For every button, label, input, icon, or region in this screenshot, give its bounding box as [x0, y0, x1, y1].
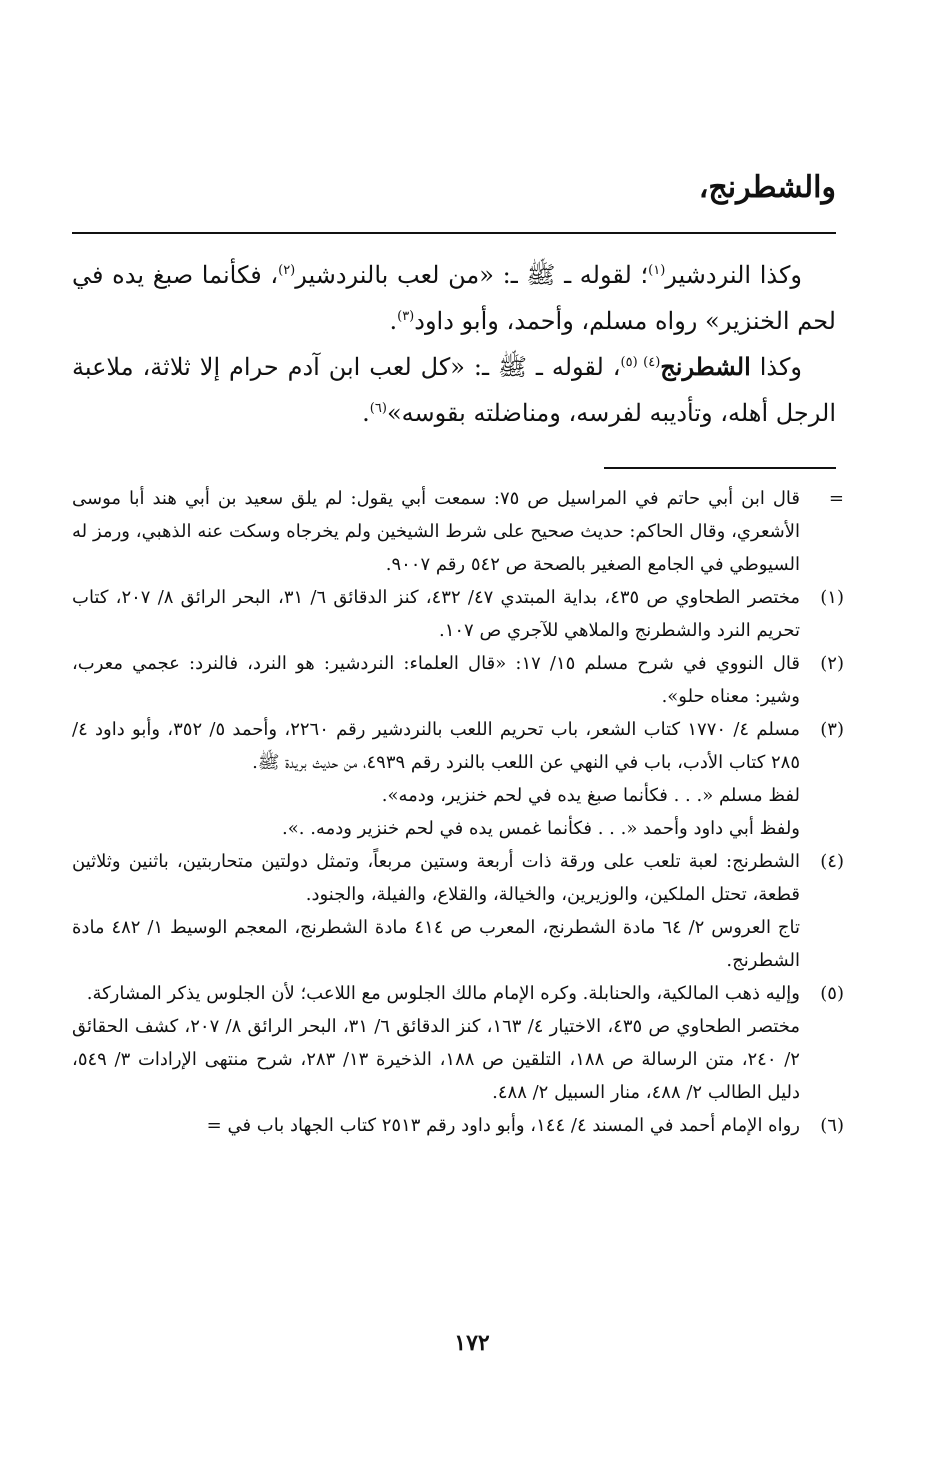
text-run: وكذا النردشير [665, 261, 803, 289]
text-run: ، لقوله ـ ﷺ ـ: «كل لعب ابن آدم حرام إلا ثلاثة، ملاعبة الرجل أهله، وتأديبه لفرسه، ومناضلته بقوسه» [72, 353, 836, 427]
text-run: ؛ لقوله ـ ﷺ ـ: «من لعب بالنردشير [295, 261, 649, 289]
footnote-item [72, 647, 844, 713]
text-run: . [389, 307, 398, 335]
bold-term: الشطرنج [660, 352, 751, 381]
footnote-text: تاج العروس ٢/ ٦٤ مادة الشطرنج، المعرب ص ٤١٤ مادة الشطرنج، المعجم الوسيط ١/ ٤٨٢ مادة الشطرنج. [72, 917, 801, 971]
footnote-text: قال النووي في شرح مسلم ١٥/ ١٧: «قال العلماء: النردشير: هو النرد، فالنرد: عجمي معرب، وشير: معناه حلو». [72, 653, 800, 707]
footnote-ref[interactable]: (٢) [278, 263, 296, 278]
footnote-item [72, 482, 844, 581]
footnote-text: ولفظ أبي داود وأحمد «. . . فكأنما غمس يده في لحم خنزير ودمه. .». [282, 818, 800, 839]
footnote-number: (٥) [820, 983, 844, 1004]
footnote-ref[interactable]: (٦) [369, 401, 387, 416]
header-divider [72, 232, 836, 234]
footnote-number: (٢) [820, 653, 844, 674]
footnote-number: (٦) [820, 1115, 844, 1136]
paragraph-shatranj [72, 344, 836, 436]
footnote-text: مختصر الطحاوي ص ٤٣٥، الاختيار ٤/ ١٦٣، كنز الدقائق ٦/ ٣١، البحر الرائق ٨/ ٢٠٧، كشف الحقائق ٢/ ٢٤٠، متن الرسالة ص ١٨٨، التلقين ص ١٨٨، الذخيرة ١٣/ ٢٨٣، شرح منتهى الإرادات ٣/ ٥٤٩، دليل الطالب ٢/ ٤٨٨، منار السبيل ٢/ ٤٨٨. [72, 1016, 800, 1103]
footnote-item [72, 1109, 844, 1142]
footnote-number: (٣) [820, 719, 844, 740]
text-run: . [362, 399, 370, 427]
footnote-text: مسلم ٤/ ١٧٧٠ كتاب الشعر، باب تحريم اللعب بالنردشير رقم ٢٢٦٠، وأحمد ٥/ ٣٥٢، وأبو داود ٤/ ٢٨٥ كتاب الأدب، باب في النهي عن اللعب بالنرد رقم ٤٩٣٩، من حديث بريدة ﷺ. [72, 719, 800, 773]
footnote-text: لفظ مسلم «. . . فكأنما صبغ يده في لحم خنزير، ودمه». [381, 785, 800, 806]
footnote-item [72, 713, 844, 845]
footnote-text: وإليه ذهب المالكية، والحنابلة. وكره الإمام مالك الجلوس مع اللاعب؛ لأن الجلوس يذكر المشاركة. [86, 983, 800, 1004]
footnote-ref[interactable]: (١) [648, 263, 666, 278]
text-run: وكذا [750, 353, 802, 381]
section-heading: والشطرنج، [698, 170, 836, 205]
footnote-ref[interactable]: (٥) [620, 355, 644, 370]
footnote-text: مختصر الطحاوي ص ٤٣٥، بداية المبتدي ٤٧/ ٤٣٢، كنز الدقائق ٦/ ٣١، البحر الرائق ٨/ ٢٠٧، كتاب تحريم النرد والشطرنج والملاهي للآجري ص ١٠٧. [72, 587, 801, 641]
footnote-ref[interactable]: (٤) [643, 355, 661, 370]
paragraph-nardshir [72, 252, 836, 344]
footnote-number: (١) [820, 587, 844, 608]
footnotes [72, 482, 844, 1142]
footnote-item [72, 581, 844, 647]
footnote-item [72, 977, 844, 1109]
footnote-text: قال ابن أبي حاتم في المراسيل ص ٧٥: سمعت أبي يقول: لم يلق سعيد بن أبي هند أبا موسى الأشعري، وقال الحاكم: حديث صحيح على شرط الشيخين ولم يخرجاه وسكت عنه الذهبي، ورمز له السيوطي في الجامع الصغير بالصحة ص ٥٤٢ رقم ٩٠٠٧. [72, 488, 800, 575]
footnote-number: = [828, 488, 844, 509]
footnote-number: (٤) [820, 851, 844, 872]
footnote-ref[interactable]: (٣) [397, 309, 415, 324]
text-run: ، فكأنما صبغ يده في لحم الخنزير» رواه مسلم، وأحمد، وأبو داود [72, 261, 836, 335]
page-number: ١٧٢ [454, 1330, 490, 1356]
main-text [72, 252, 836, 436]
footnote-text: الشطرنج: لعبة تلعب على ورقة ذات أربعة وستين مربعاً، وتمثل دولتين متحاربتين، باثنين وثلاثين قطعة، تحتل الملكين، والوزيرين، والخيالة، والقلاع، والفيلة، والجنود. [72, 851, 800, 905]
footnote-divider [604, 467, 836, 469]
footnote-item [72, 845, 844, 977]
footnote-text: رواه الإمام أحمد في المسند ٤/ ١٤٤، وأبو داود رقم ٢٥١٣ كتاب الجهاد باب في = [206, 1115, 800, 1136]
